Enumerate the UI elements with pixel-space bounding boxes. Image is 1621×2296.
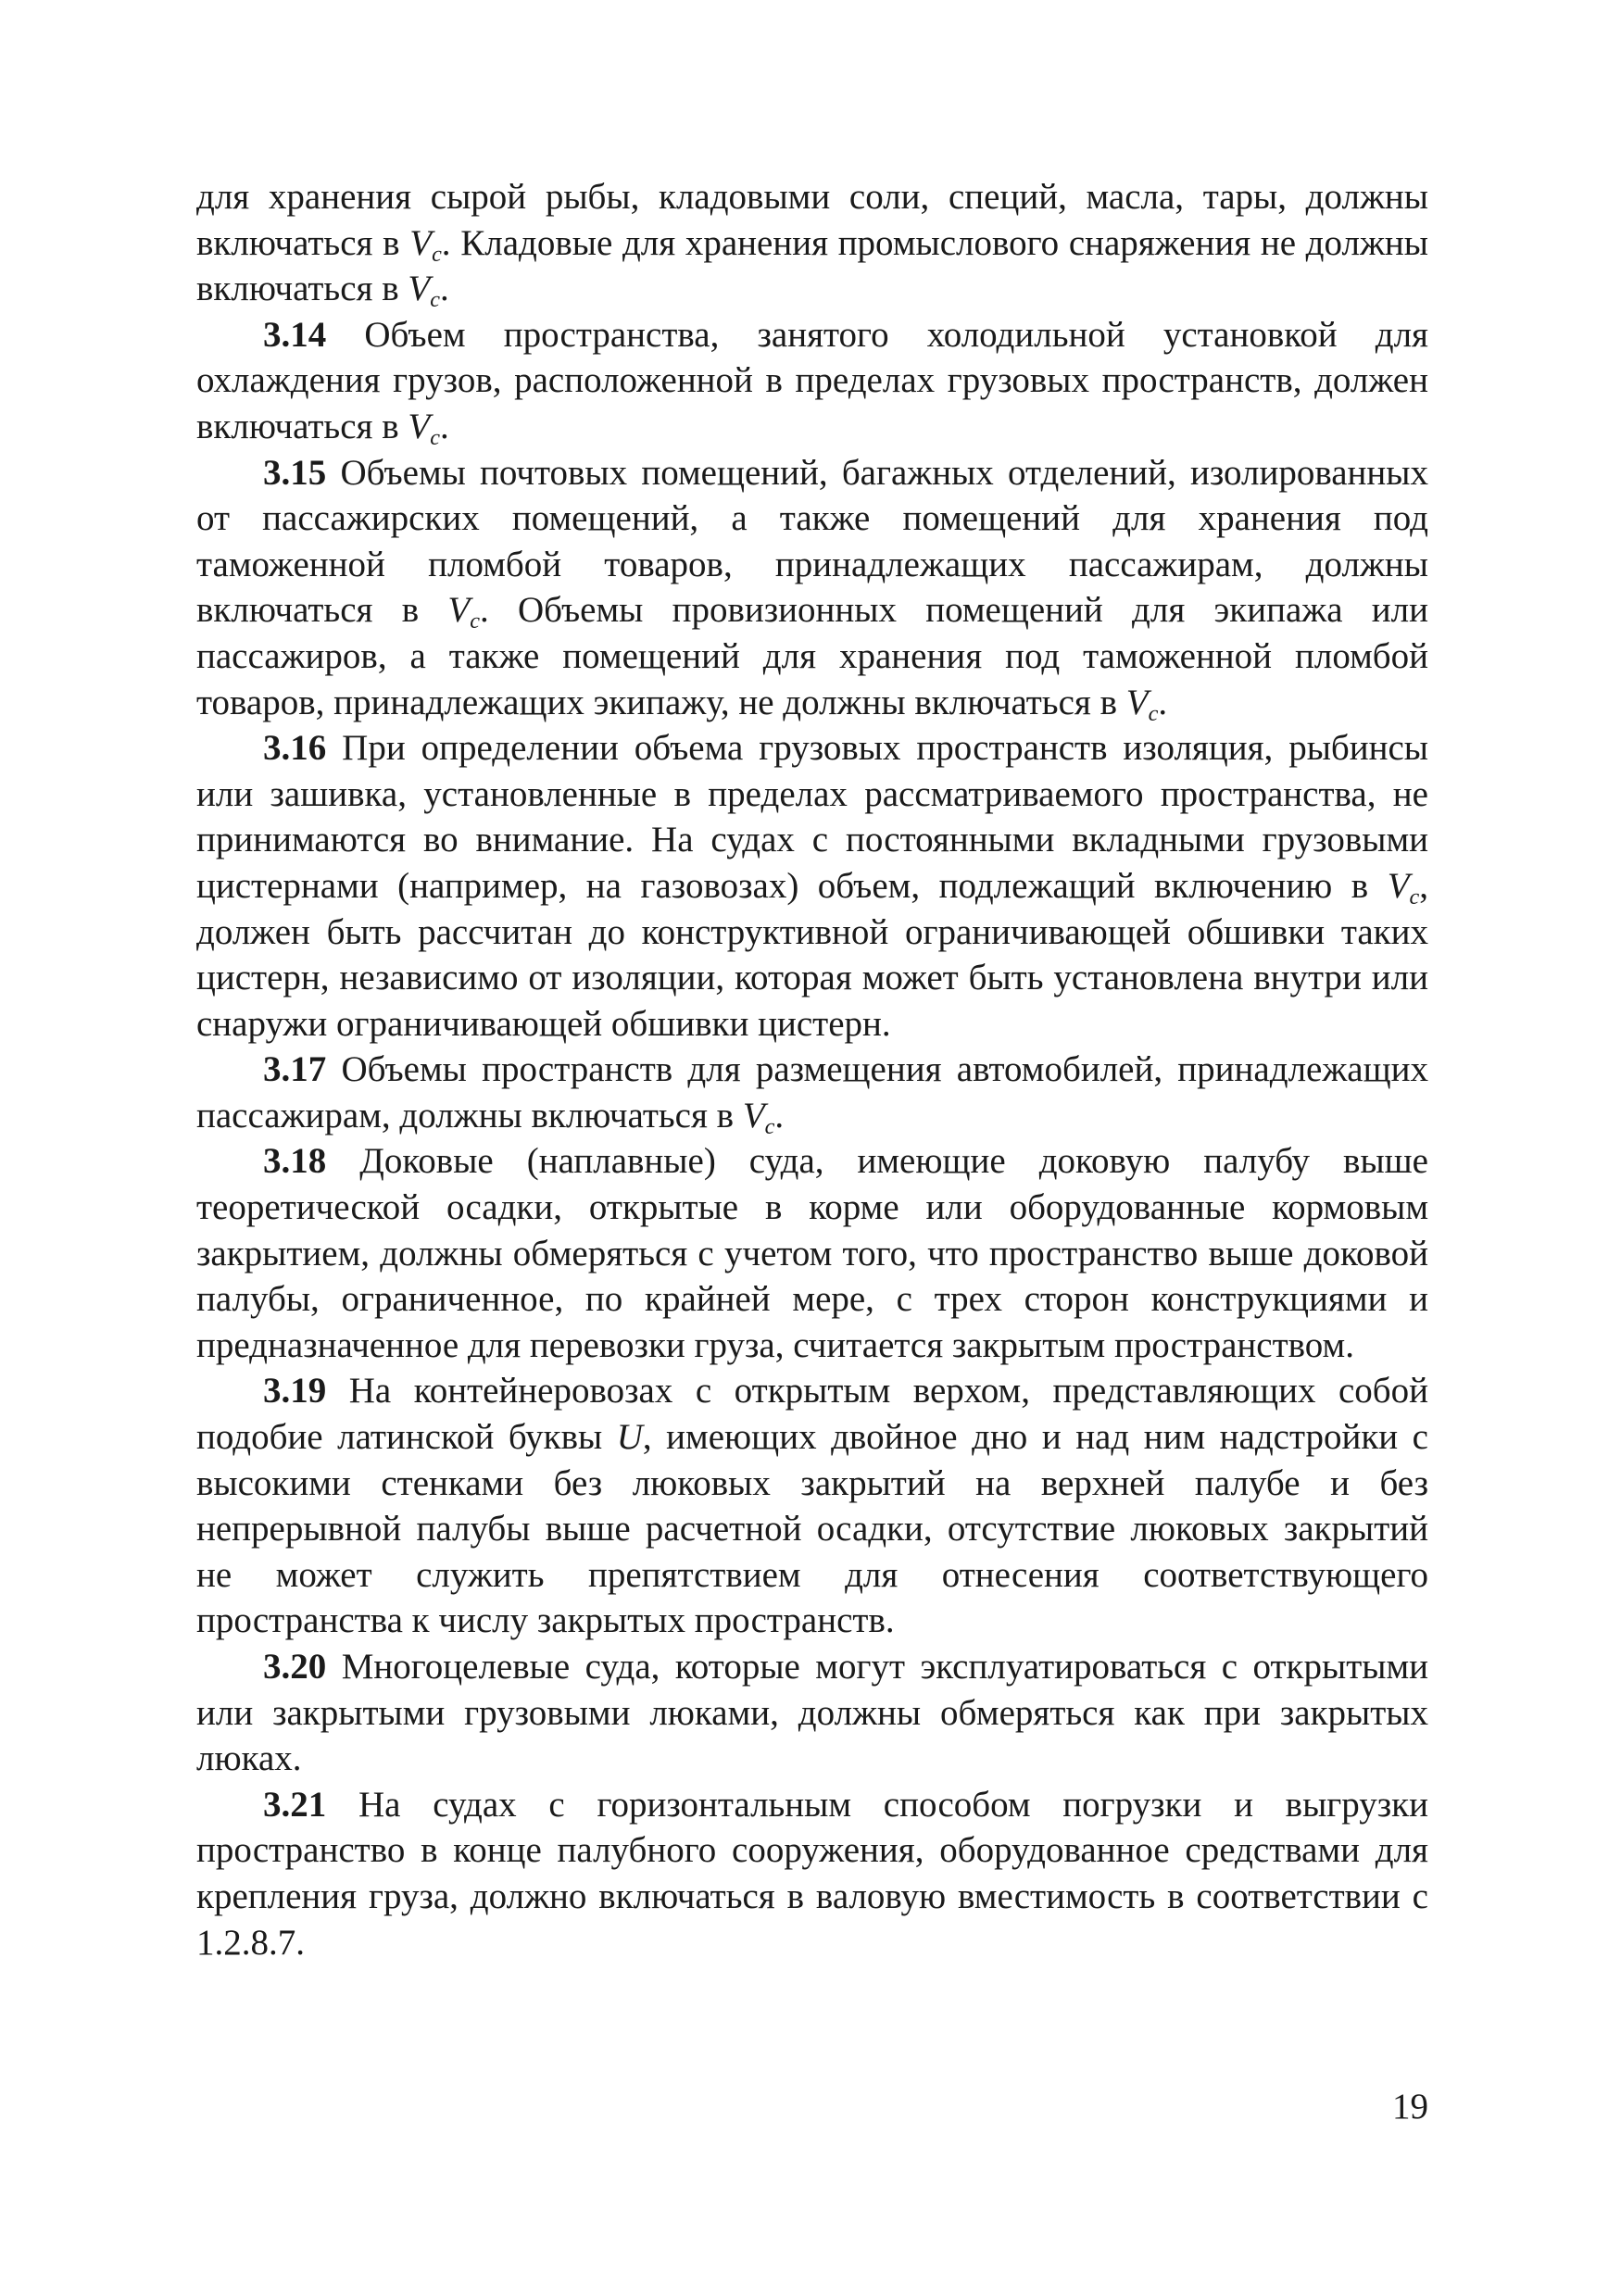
paragraph-number: 3.19 — [263, 1371, 327, 1411]
paragraph-text: , должен быть рассчитан до конструктивной ограничивающей обшивки таких цистерн, независимо от изоляции, которая может быть установлена внутри или снаружи ограничивающей обшивки цистерн. — [196, 865, 1428, 1044]
paragraph-continuation — [196, 174, 1428, 312]
paragraph-text: Многоцелевые суда, которые могут эксплуатироваться с открытыми или закрытыми грузовыми люками, должны обмеряться как при закрытых люках. — [196, 1647, 1429, 1779]
paragraph-text: . Объемы провизионных помещений для экипажа или пассажиров, а также помещений для хранения под таможенной пломбой товаров, принадлежащих экипажу, не должны включаться в — [196, 590, 1428, 722]
paragraph-number: 3.15 — [263, 452, 327, 493]
paragraph-3-21 — [196, 1782, 1428, 1965]
paragraph-number: 3.21 — [263, 1784, 327, 1825]
paragraph-3-20 — [196, 1644, 1428, 1782]
variable-vc: $V_c$ — [742, 1095, 775, 1139]
paragraph-text: На контейнеровозах с открытым верхом, представляющих собой подобие латинской буквы — [196, 1371, 1429, 1458]
paragraph-number: 3.14 — [263, 314, 327, 355]
paragraph-text: . Кладовые для хранения промыслового снаряжения не должны включаться в — [196, 222, 1428, 309]
variable-u: U — [616, 1417, 643, 1458]
paragraph-text: . — [774, 1095, 785, 1135]
paragraph-text: . — [1158, 682, 1168, 722]
paragraph-number: 3.16 — [263, 728, 327, 769]
variable-vc: $V_c$ — [1387, 865, 1420, 910]
paragraph-text: Объемы почтовых помещений, багажных отделений, изолированных от пассажирских помещений, а также помещений для хранения под таможенной пломбой товаров, принадлежащих пассажирам, должны включаться в — [196, 452, 1428, 631]
paragraph-text: , имеющих двойное дно и над ним надстройки с высокими стенками без люковых закрытий на верхней палубе и без непрерывной палубы выше расчетной осадки, отсутствие люковых закрытий не может служить препятствием для отнесения соответствующего пространства к числу закрытых пространств. — [196, 1417, 1428, 1641]
paragraph-3-17 — [196, 1047, 1428, 1138]
variable-vc: $V_c$ — [409, 222, 442, 267]
paragraph-text: . — [439, 269, 449, 309]
paragraph-text: для хранения сырой рыбы, кладовыми соли, специй, масла, тары, должны включаться в — [196, 177, 1428, 263]
paragraph-3-16 — [196, 725, 1428, 1047]
paragraph-text: На судах с горизонтальным способом погрузки и выгрузки пространство в конце палубного сооружения, оборудованное средствами для крепления груза, должно включаться в валовую вместимость в соответствии с 1.2.8.7. — [196, 1784, 1428, 1963]
paragraph-text: Объем пространства, занятого холодильной установкой для охлаждения грузов, расположенной в пределах грузовых пространств, должен включаться в — [196, 314, 1428, 446]
paragraph-3-14 — [196, 312, 1428, 450]
variable-vc: $V_c$ — [1125, 682, 1159, 726]
page-body — [196, 174, 1428, 1965]
paragraph-3-19 — [196, 1368, 1428, 1644]
paragraph-3-18 — [196, 1138, 1428, 1368]
paragraph-3-15 — [196, 450, 1428, 726]
paragraph-text: При определении объема грузовых пространств изоляция, рыбинсы или зашивка, установленные в пределах рассматриваемого пространства, не принимаются во внимание. На судах с постоянными вкладными грузовыми цистернами (например, на газовозах) объем, подлежащий включению в — [196, 728, 1428, 906]
paragraph-text: Доковые (наплавные) суда, имеющие доковую палубу выше теоретической осадки, открытые в корме или оборудованные кормовым закрытием, должны обмеряться с учетом того, что пространство выше доковой палубы, ограниченное, по крайней мере, с трех сторон конструкциями и предназначенное для перевозки груза, считается закрытым пространством. — [196, 1141, 1428, 1365]
variable-vc: $V_c$ — [447, 590, 480, 634]
paragraph-number: 3.17 — [263, 1049, 327, 1090]
page-number: 19 — [1392, 2087, 1428, 2127]
paragraph-number: 3.18 — [263, 1141, 327, 1182]
paragraph-text: . — [439, 406, 449, 446]
variable-vc: $V_c$ — [408, 269, 440, 312]
variable-vc: $V_c$ — [408, 406, 440, 450]
paragraph-text: Объемы пространств для размещения автомобилей, принадлежащих пассажирам, должны включаться в — [196, 1049, 1428, 1135]
paragraph-number: 3.20 — [263, 1647, 327, 1687]
